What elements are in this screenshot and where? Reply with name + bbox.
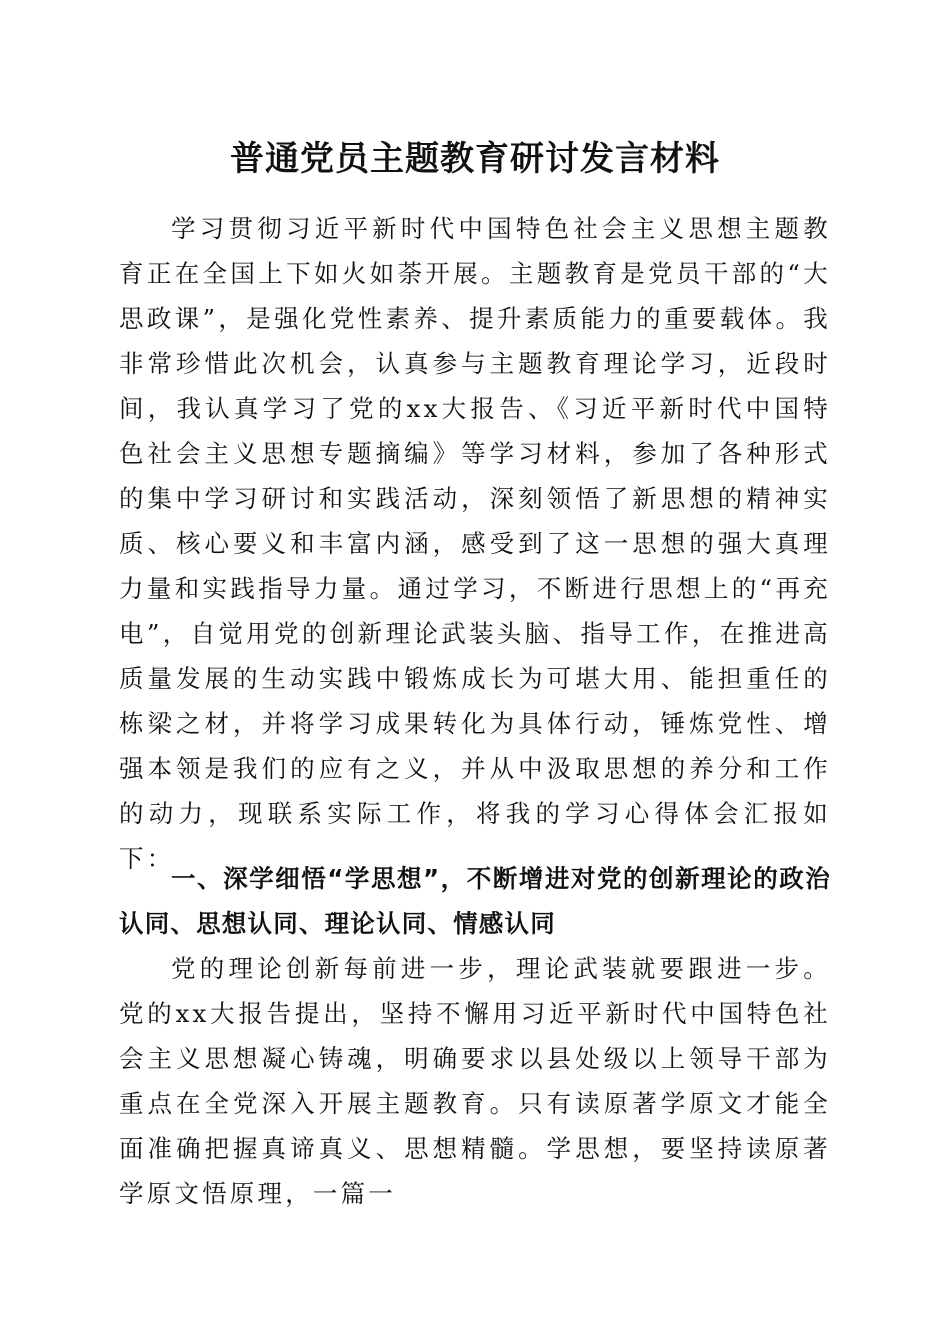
document-title: 普通党员主题教育研讨发言材料 [230, 139, 720, 179]
section-1-paragraph: 党的理论创新每前进一步，理论武装就要跟进一步。党的xx大报告提出，坚持不懈用习近平新时代中国特色社会主义思想凝心铸魂，明确要求以县处级以上领导干部为重点在全党深入开展主题教育。只有读原著学原文才能全面准确把握真谛真义、思想精髓。学思想，要坚持读原著学原文悟原理，一篇一 [119, 954, 831, 1208]
intro-paragraph: 学习贯彻习近平新时代中国特色社会主义思想主题教育正在全国上下如火如荼开展。主题教育是党员干部的“大思政课”，是强化党性素养、提升素质能力的重要载体。我非常珍惜此次机会，认真参与主题教育理论学习，近段时间，我认真学习了党的xx大报告、《习近平新时代中国特色社会主义思想专题摘编》等学习材料，参加了各种形式的集中学习研讨和实践活动，深刻领悟了新思想的精神实质、核心要义和丰富内涵，感受到了这一思想的强大真理力量和实践指导力量。通过学习，不断进行思想上的“再充电”，自觉用党的创新理论武装头脑、指导工作，在推进高质量发展的生动实践中锻炼成长为可堪大用、能担重任的栋梁之材，并将学习成果转化为具体行动，锤炼党性、增强本领是我们的应有之义，并从中汲取思想的养分和工作的动力，现联系实际工作，将我的学习心得体会汇报如下： [119, 214, 831, 873]
section-1-heading: 一、深学细悟“学思想”，不断增进对党的创新理论的政治认同、思想认同、理论认同、情感认同 [119, 864, 831, 938]
